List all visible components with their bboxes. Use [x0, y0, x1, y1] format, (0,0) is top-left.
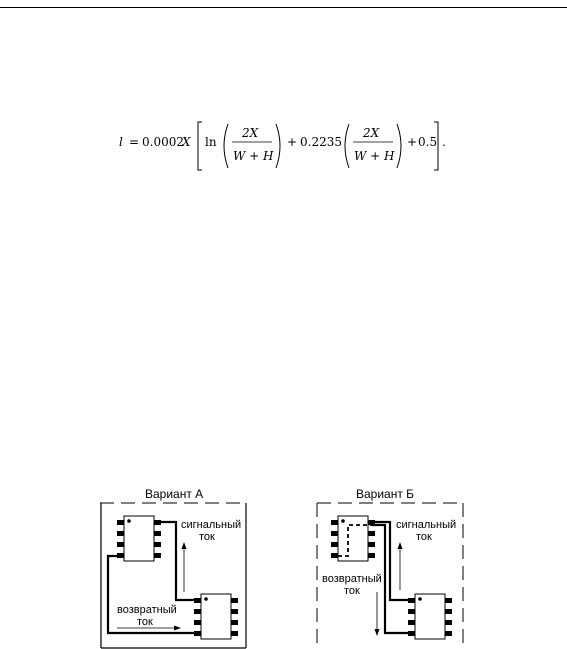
- formula-period: .: [442, 135, 446, 149]
- variant-b-return-label-2: ток: [344, 585, 360, 597]
- frac1-numerator: 2X: [242, 126, 259, 140]
- variant-b-panel: [317, 487, 463, 648]
- formula-lhs: l: [119, 135, 123, 149]
- variant-a-return-label-2: ток: [137, 616, 153, 628]
- variant-a-signal-trace: [161, 522, 194, 600]
- formula-ln: ln: [205, 135, 217, 149]
- variant-b-title: Вариант Б: [356, 487, 415, 501]
- formula-x: X: [182, 135, 191, 149]
- variant-a-return-label: возвратный: [117, 604, 177, 616]
- frac1-denominator: W + H: [233, 149, 274, 163]
- frac2-numerator: 2X: [363, 126, 380, 140]
- formula-plus2: +: [407, 135, 418, 149]
- variant-b-return-label: возвратный: [322, 573, 382, 585]
- variant-a-signal-label: сигнальный: [181, 519, 242, 531]
- left-bracket: [198, 122, 202, 170]
- formula-equals: =: [129, 135, 140, 149]
- variant-b-signal-trace: [375, 522, 408, 600]
- left-paren-2: [345, 124, 349, 168]
- variant-a-panel: [100, 487, 247, 648]
- variant-b-chip-1: [331, 516, 375, 561]
- inductance-formula: [0, 0, 567, 220]
- formula-plus1: +: [287, 135, 298, 149]
- variant-b-chip-2: [408, 594, 452, 639]
- variant-b-signal-label-2: ток: [416, 531, 432, 543]
- variant-a-title: Вариант А: [145, 487, 204, 501]
- variant-a-signal-label-2: ток: [199, 531, 215, 543]
- right-paren-2: [397, 124, 401, 168]
- right-paren-1: [276, 124, 280, 168]
- left-paren-1: [224, 124, 228, 168]
- formula-coef2: 0.2235: [300, 135, 342, 149]
- current-path-figure: [0, 470, 567, 649]
- formula-coef1: 0.0002: [142, 135, 184, 149]
- variant-a-chip-1: [117, 516, 161, 561]
- variant-b-signal-label: сигнальный: [396, 519, 457, 531]
- formula-const: 0.5: [418, 135, 438, 149]
- frac2-denominator: W + H: [354, 149, 395, 163]
- variant-a-chip-2: [194, 594, 238, 639]
